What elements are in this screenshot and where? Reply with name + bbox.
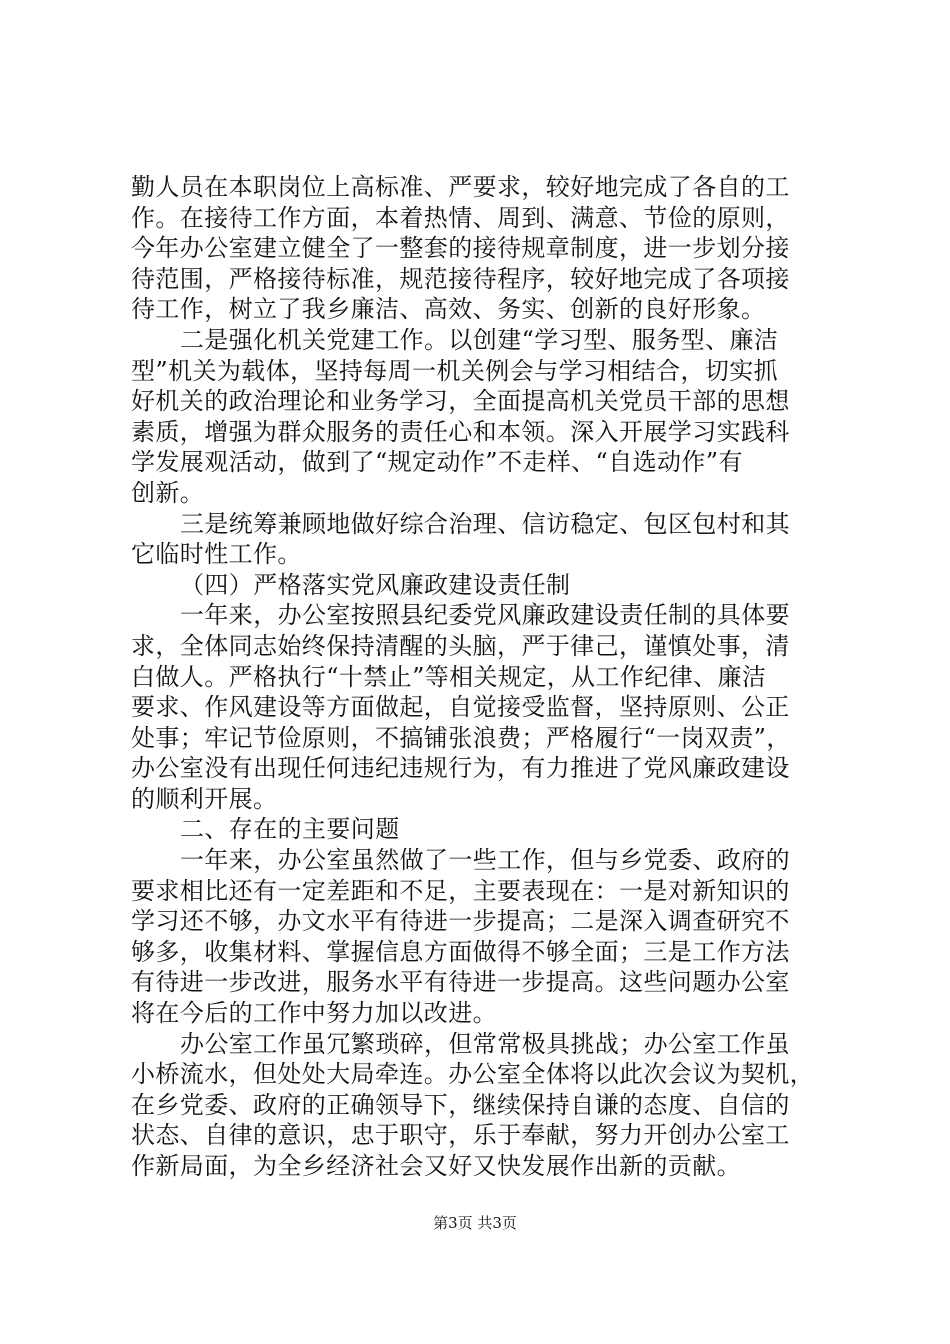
text-line: 好机关的政治理论和业务学习，全面提高机关党员干部的思想 [131, 387, 790, 416]
text-line: 三是统筹兼顾地做好综合治理、信访稳定、包区包村和其 [180, 509, 790, 538]
text-line: 有待进一步改进，服务水平有待进一步提高。这些问题办公室 [131, 968, 790, 997]
text-line: 今年办公室建立健全了一整套的接待规章制度，进一步划分接 [131, 234, 790, 263]
text-line: 处事；牢记节俭原则，不搞铺张浪费；严格履行“一岗双责”， [131, 723, 791, 752]
text-line: 办公室没有出现任何违纪违规行为，有力推进了党风廉政建设 [131, 754, 790, 783]
text-line: 型”机关为载体，坚持每周一机关例会与学习相结合，切实抓 [131, 356, 779, 385]
text-line: 二是强化机关党建工作。以创建“学习型、服务型、廉洁 [180, 325, 779, 354]
page-footer: 第3页 共3页 [433, 1214, 517, 1232]
document-body [131, 172, 837, 1182]
text-line: 它临时性工作。 [131, 540, 302, 569]
text-line: 将在今后的工作中努力加以改进。 [131, 999, 497, 1028]
text-line: 要求、作风建设等方面做起，自觉接受监督，坚持原则、公正 [131, 693, 790, 722]
text-line: 二、存在的主要问题 [180, 815, 400, 844]
text-line: 一年来，办公室虽然做了一些工作，但与乡党委、政府的 [180, 846, 790, 875]
text-line: 创新。 [131, 478, 205, 507]
text-line: 状态、自律的意识，忠于职守，乐于奉献，努力开创办公室工 [131, 1121, 790, 1150]
text-line: 学习还不够，办文水平有待进一步提高；二是深入调查研究不 [131, 907, 790, 936]
text-line: 学发展观活动，做到了“规定动作”不走样、“自选动作”有 [131, 448, 743, 477]
text-line: 在乡党委、政府的正确领导下，继续保持自谦的态度、自信的 [131, 1090, 790, 1119]
text-line: 作新局面，为全乡经济社会又好又快发展作出新的贡献。 [131, 1152, 741, 1180]
text-line: 待范围，严格接待标准，规范接待程序，较好地完成了各项接 [131, 264, 790, 293]
text-line: 作。在接待工作方面，本着热情、周到、满意、节俭的原则， [131, 203, 790, 232]
text-line: 小桥流水，但处处大局牵连。办公室全体将以此次会议为契机， [131, 1060, 815, 1089]
text-line: 一年来，办公室按照县纪委党风廉政建设责任制的具体要 [180, 601, 790, 630]
text-line: 的顺利开展。 [131, 784, 278, 813]
text-line: 素质，增强为群众服务的责任心和本领。深入开展学习实践科 [131, 417, 790, 446]
text-line: （四）严格落实党风廉政建设责任制 [180, 570, 571, 599]
text-line: 求，全体同志始终保持清醒的头脑，严于律己，谨慎处事，清 [131, 631, 790, 660]
text-line: 待工作，树立了我乡廉洁、高效、务实、创新的良好形象。 [131, 295, 766, 324]
text-line: 够多，收集材料、掌握信息方面做得不够全面；三是工作方法 [131, 937, 790, 966]
text-line: 要求相比还有一定差距和不足，主要表现在：一是对新知识的 [131, 876, 790, 905]
text-line: 办公室工作虽冗繁琐碎，但常常极具挑战；办公室工作虽 [180, 1029, 790, 1058]
text-line: 勤人员在本职岗位上高标准、严要求，较好地完成了各自的工 [131, 173, 790, 201]
text-line: 白做人。严格执行“十禁止”等相关规定，从工作纪律、廉洁 [131, 662, 767, 691]
